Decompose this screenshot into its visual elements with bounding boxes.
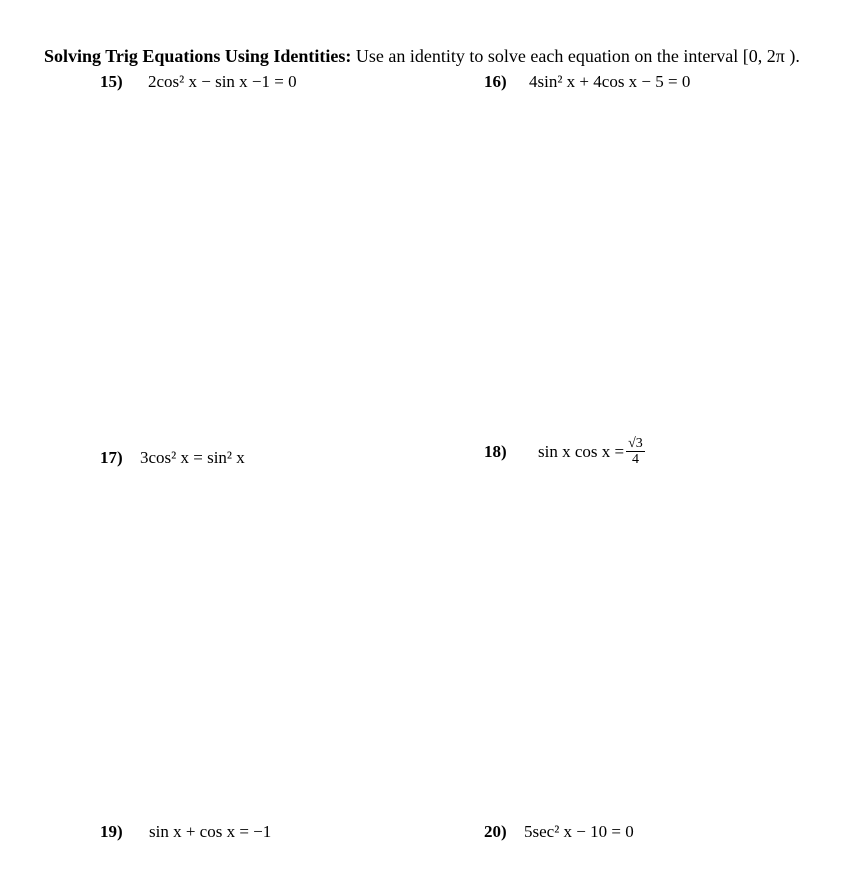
problem-16: [484, 72, 690, 92]
problem-number: 15): [100, 72, 123, 91]
fraction-denominator: 4: [631, 452, 639, 468]
problem-equation-group: [538, 436, 645, 468]
problem-number: 16): [484, 72, 507, 91]
problem-equation: sin x + cos x = −1: [149, 822, 272, 841]
section-instructions: Use an identity to solve each equation on the interval [0, 2π ).: [351, 46, 800, 66]
problem-number: 19): [100, 822, 123, 841]
problem-equation: 3cos² x = sin² x: [140, 448, 245, 467]
section-title: Solving Trig Equations Using Identities:: [44, 46, 352, 66]
problem-15: [100, 72, 297, 92]
problem-number: 18): [484, 441, 507, 461]
problem-equation: sin x cos x =: [538, 441, 625, 461]
problem-equation: 4sin² x + 4cos x − 5 = 0: [529, 72, 691, 91]
problem-19: [100, 822, 271, 842]
problem-equation: 2cos² x − sin x −1 = 0: [148, 72, 297, 91]
section-header: [44, 46, 800, 67]
fraction: [626, 436, 645, 468]
problem-number: 20): [484, 822, 507, 841]
problem-number: 17): [100, 448, 123, 467]
problem-equation: 5sec² x − 10 = 0: [524, 822, 634, 841]
problem-17: [100, 448, 245, 468]
problem-18: [484, 436, 645, 468]
problem-20: [484, 822, 634, 842]
fraction-numerator: √3: [628, 436, 643, 451]
